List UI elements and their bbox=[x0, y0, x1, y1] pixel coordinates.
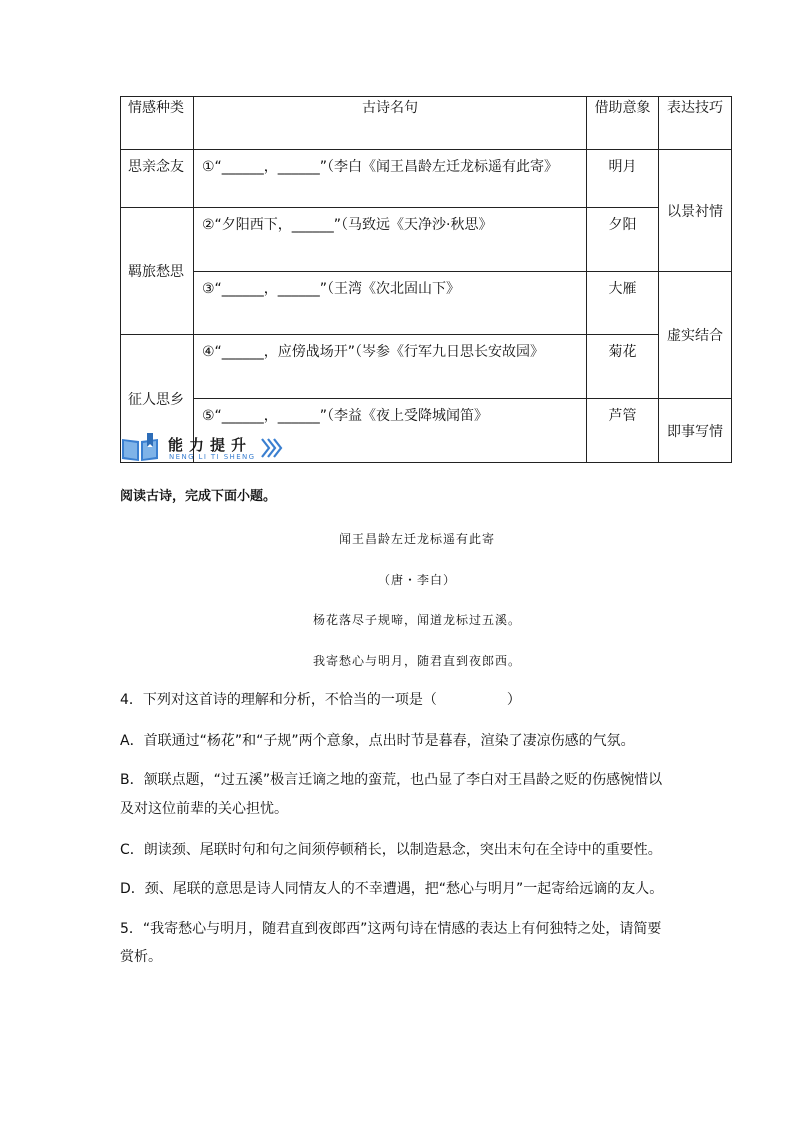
technique-cell: 以景衬情 bbox=[659, 150, 732, 272]
chevron-right-icon bbox=[260, 437, 284, 459]
section-subtitle: NENG LI TI SHENG bbox=[169, 453, 256, 461]
question-5-line1: 5．“我寄愁心与明月，随君直到夜郎西”这两句诗在情感的表达上有何独特之处，请简要 bbox=[120, 921, 662, 937]
image-cell: 大雁 bbox=[587, 272, 659, 335]
section-banner bbox=[120, 432, 300, 466]
category-cell: 征人思乡 bbox=[121, 335, 194, 463]
open-book-icon bbox=[120, 433, 160, 463]
table-row bbox=[121, 335, 732, 399]
section-title: 能力提升 bbox=[168, 436, 253, 454]
verse-cell: ④“______，应傍战场开”（岑参《行军九日思长安故园》 bbox=[194, 335, 587, 399]
instruction-text: 阅读古诗，完成下面小题。 bbox=[120, 489, 277, 504]
image-cell: 明月 bbox=[587, 150, 659, 208]
verse-cell: ③“______，______”（王湾《次北固山下》 bbox=[194, 272, 587, 335]
table-row bbox=[121, 150, 732, 208]
table-header-row bbox=[121, 97, 732, 150]
option-b-line1: B．颔联点题，“过五溪”极言迁谪之地的蛮荒，也凸显了李白对王昌龄之贬的伤感惋惜以 bbox=[120, 772, 663, 788]
header-verse: 古诗名句 bbox=[194, 97, 587, 150]
verse-cell: ①“______，______”（李白《闻王昌龄左迁龙标遥有此寄》 bbox=[194, 150, 587, 208]
option-b-line2: 及对这位前辈的关心担忧。 bbox=[120, 801, 288, 817]
option-a: A．首联通过“杨花”和“子规”两个意象，点出时节是暮春，渲染了凄凉伤感的气氛。 bbox=[120, 733, 635, 749]
poem-line-2: 我寄愁心与明月，随君直到夜郎西。 bbox=[312, 654, 521, 668]
category-cell: 思亲念友 bbox=[121, 150, 194, 208]
question-4: 4．下列对这首诗的理解和分析，不恰当的一项是（ ） bbox=[120, 692, 521, 708]
header-emotion: 情感种类 bbox=[121, 97, 194, 150]
verse-cell: ②“夕阳西下，______”（马致远《天净沙·秋思》 bbox=[194, 208, 587, 272]
poem-author: （唐・李白） bbox=[377, 573, 456, 587]
image-cell: 夕阳 bbox=[587, 208, 659, 272]
header-image: 借助意象 bbox=[587, 97, 659, 150]
question-5-line2: 赏析。 bbox=[120, 949, 162, 965]
table-row bbox=[121, 208, 732, 272]
category-cell: 羁旅愁思 bbox=[121, 208, 194, 335]
table-row bbox=[121, 272, 732, 335]
technique-cell: 即事写情 bbox=[659, 399, 732, 463]
poem-summary-table bbox=[120, 96, 732, 463]
header-technique: 表达技巧 bbox=[659, 97, 732, 150]
poem-line-1: 杨花落尽子规啼，闻道龙标过五溪。 bbox=[312, 613, 521, 627]
verse-cell: ⑤“______，______”（李益《夜上受降城闻笛》 bbox=[194, 399, 587, 463]
option-c: C．朗读颈、尾联时句和句之间须停顿稍长，以制造悬念，突出末句在全诗中的重要性。 bbox=[120, 842, 662, 858]
technique-cell: 虚实结合 bbox=[659, 272, 732, 399]
option-d: D．颈、尾联的意思是诗人同情友人的不幸遭遇，把“愁心与明月”一起寄给远谪的友人。 bbox=[120, 881, 664, 897]
poem-title: 闻王昌龄左迁龙标遥有此寄 bbox=[338, 532, 495, 546]
image-cell: 菊花 bbox=[587, 335, 659, 399]
image-cell: 芦管 bbox=[587, 399, 659, 463]
